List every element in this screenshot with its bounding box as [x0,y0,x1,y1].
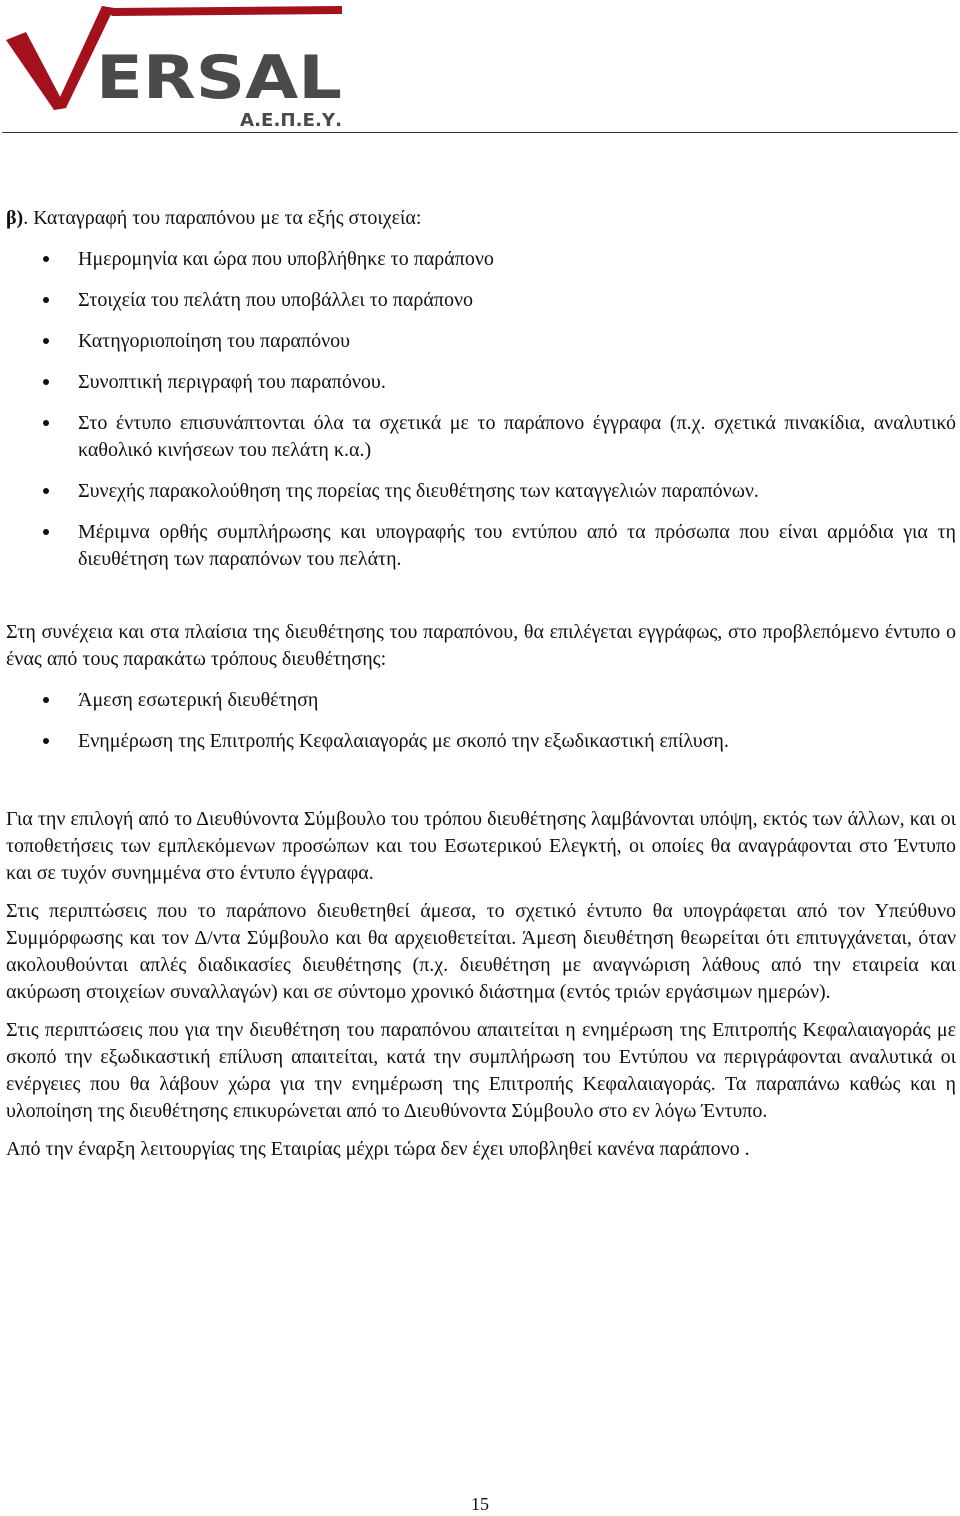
list-item: Ενημέρωση της Επιτροπής Κεφαλαιαγοράς με σκοπό την εξωδικαστική επίλυση. [6,728,956,755]
section-intro: . Καταγραφή του παραπόνου με τα εξής στοιχεία: [23,207,422,229]
logo-v-mark [6,32,66,110]
versal-logo [4,0,344,130]
bullet-icon [43,738,49,744]
header-divider [2,132,958,133]
page-header [0,0,960,136]
list-item: Κατηγοριοποίηση του παραπόνου [6,328,956,355]
bullet-icon [43,697,49,703]
section-heading [6,205,956,232]
resolution-intro: Στη συνέχεια και στα πλαίσια της διευθέτησης του παραπόνου, θα επιλέγεται εγγράφως, στο προβλεπόμενο έντυπο ο ένας από τους παρακάτω τρόπους διευθέτησης: [6,621,956,670]
paragraph-selection: Για την επιλογή από το Διευθύνοντα Σύμβουλο του τρόπου διευθέτησης λαμβάνονται υπόψη, εκτός των άλλων, και οι τοποθετήσεις των εμπλεκόμενων προσώπων και του Εσωτερικού Ελεγκτή, οι οποίες θα αναγράφονται στο Έντυπο και σε τυχόν συνημμένα στο έντυπο έγγραφα. [6,808,956,884]
paragraph-status: Από την έναρξη λειτουργίας της Εταιρίας μέχρι τώρα δεν έχει υποβληθεί κανένα παράπονο . [6,1138,750,1160]
logo-wordmark: ERSAL [96,43,342,113]
bullet-icon [43,338,49,344]
page-number: 15 [471,1494,489,1514]
record-fields-list [6,246,956,573]
resolution-methods-list [6,687,956,755]
list-item: Ημερομηνία και ώρα που υποβλήθηκε το παράπονο [6,246,956,273]
section-label: β) [6,207,24,229]
bullet-icon [43,379,49,385]
bullet-icon [43,420,49,426]
paragraph-immediate: Στις περιπτώσεις που το παράπονο διευθετηθεί άμεσα, το σχετικό έντυπο θα υπογράφεται από τον Υπεύθυνο Συμμόρφωσης και τον Δ/ντα Σύμβουλο και θα αρχειοθετείται. Άμεση διευθέτηση θεωρείται ότι επιτυγχάνεται, όταν ακολουθούνται απλές διαδικασίες διευθέτησης (π.χ. διευθέτηση με αναγνώριση λάθους από την εταιρεία και ακύρωση στοιχείων συναλλαγών) και σε σύντομο χρονικό διάστημα (εντός τριών εργάσιμων ημερών). [6,900,956,1003]
list-item: Συνεχής παρακολούθηση της πορείας της διευθέτησης των καταγγελιών παραπόνων. [6,478,956,505]
bullet-icon [43,529,49,535]
list-item: Συνοπτική περιγραφή του παραπόνου. [6,369,956,396]
list-item: Άμεση εσωτερική διευθέτηση [6,687,956,714]
bullet-icon [43,488,49,494]
list-item: Στο έντυπο επισυνάπτονται όλα τα σχετικά με το παράπονο έγγραφα (π.χ. σχετικά πινακίδια, αναλυτικό καθολικό κινήσεων του πελάτη κ.α.) [6,410,956,464]
paragraph-hcmc: Στις περιπτώσεις που για την διευθέτηση του παραπόνου απαιτείται η ενημέρωση της Επιτροπής Κεφαλαιαγοράς με σκοπό την εξωδικαστική επίλυση απαιτείται, κατά την συμπλήρωση του Εντύπου να περιγράφονται αναλυτικά οι ενέργειες που θα λάβουν χώρα για την ενημέρωση της Επιτροπής Κεφαλαιαγοράς. Τα παραπάνω καθώς και η υλοποίηση της διευθέτησης επικυρώνεται από το Διευθύνοντα Σύμβουλο στο εν λόγω Έντυπο. [6,1019,956,1122]
list-item: Στοιχεία του πελάτη που υποβάλλει το παράπονο [6,287,956,314]
document-body [6,205,956,1163]
list-item: Μέριμνα ορθής συμπλήρωσης και υπογραφής του εντύπου από τα πρόσωπα που είναι αρμόδια για τη διευθέτηση των παραπόνων του πελάτη. [6,519,956,573]
bullet-icon [43,297,49,303]
logo-subtitle: Α.Ε.Π.Ε.Υ. [240,110,342,130]
bullet-icon [43,256,49,262]
